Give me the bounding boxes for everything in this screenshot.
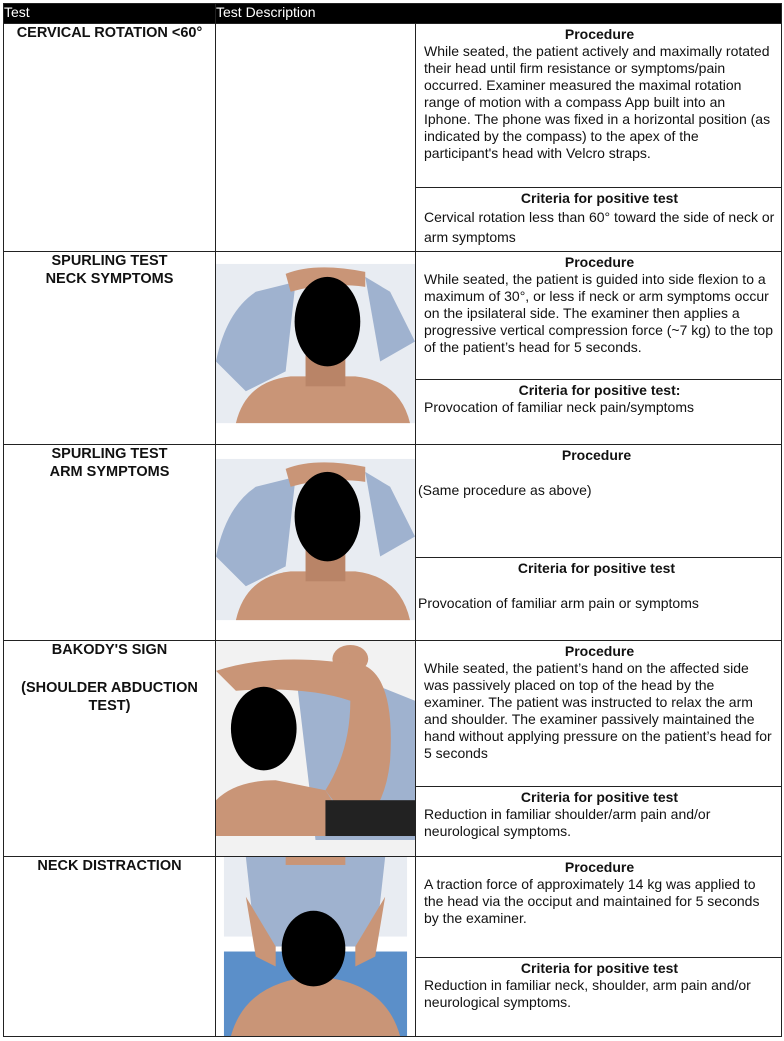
test-name-line: ARM SYMPTOMS bbox=[49, 464, 170, 481]
table-header-row bbox=[4, 4, 782, 24]
image-cell-empty bbox=[216, 24, 416, 252]
criteria-text: Provocation of familiar neck pain/symptoms bbox=[424, 399, 694, 415]
table-row bbox=[4, 857, 782, 1037]
test-name-line: SPURLING TEST bbox=[51, 253, 168, 269]
description-cell bbox=[416, 252, 782, 445]
procedure-section bbox=[416, 857, 781, 958]
line-gap bbox=[4, 659, 215, 679]
criteria-title: Criteria for positive test bbox=[520, 960, 679, 977]
table-row bbox=[4, 24, 782, 252]
procedure-text: A traction force of approximately 14 kg was applied to the head via the occiput and maintained for 5 seconds by the examiner. bbox=[424, 876, 760, 927]
clinical-tests-table bbox=[3, 3, 782, 1037]
criteria-title: Criteria for positive test bbox=[517, 560, 676, 577]
procedure-section bbox=[416, 24, 781, 188]
procedure-text: While seated, the patient’s hand on the affected side was passively placed on top of the head by the examiner. The patient was instructed to relax the arm and shoulder. The examiner passively maintained the hand without applying pressure on the patient’s head for 5 seconds bbox=[424, 660, 772, 762]
criteria-section bbox=[416, 558, 781, 616]
description-cell bbox=[416, 24, 782, 252]
header-test-description: Test Description bbox=[216, 4, 782, 24]
description-cell bbox=[416, 857, 782, 1037]
procedure-text: (Same procedure as above) bbox=[418, 482, 592, 499]
procedure-title: Procedure bbox=[561, 447, 632, 464]
image-cell bbox=[216, 445, 416, 641]
spurling-photo-icon bbox=[216, 445, 415, 640]
criteria-section bbox=[416, 787, 781, 844]
table-row bbox=[4, 252, 782, 445]
criteria-title: Criteria for positive test: bbox=[518, 382, 681, 398]
test-name-cell bbox=[4, 445, 216, 641]
procedure-title: Procedure bbox=[564, 254, 635, 270]
table-row bbox=[4, 641, 782, 857]
test-name-line: TEST) bbox=[88, 698, 131, 715]
spurling-photo-icon bbox=[216, 252, 415, 444]
procedure-title: Procedure bbox=[564, 859, 635, 876]
description-cell bbox=[416, 641, 782, 857]
criteria-text: Reduction in familiar neck, shoulder, arm pain and/or neurological symptoms. bbox=[424, 977, 751, 1011]
test-name-line: NECK SYMPTOMS bbox=[45, 271, 174, 287]
neck-distraction-photo-icon bbox=[216, 857, 415, 1036]
criteria-section bbox=[416, 958, 781, 1015]
criteria-title: Criteria for positive test bbox=[520, 190, 679, 206]
criteria-section bbox=[416, 188, 781, 251]
criteria-section bbox=[416, 380, 781, 420]
procedure-section bbox=[416, 445, 781, 558]
table-row bbox=[4, 445, 782, 641]
procedure-title: Procedure bbox=[564, 643, 635, 660]
criteria-text: Provocation of familiar arm pain or symptoms bbox=[418, 595, 699, 612]
image-cell bbox=[216, 252, 416, 445]
description-cell bbox=[416, 445, 782, 641]
test-name-cell bbox=[4, 252, 216, 445]
bakody-photo-icon bbox=[216, 641, 415, 856]
test-name-line: BAKODY'S SIGN bbox=[51, 642, 168, 659]
procedure-text: While seated, the patient actively and maximally rotated their head until firm resistance or symptoms/pain occurred. Examiner measured the maximal rotation range of motion with a compass App built into an Iphone. The phone was fixed in a horizontal position (as indicated by the compass) to the apex of the participant's head with Velcro straps. bbox=[424, 43, 771, 161]
procedure-text: While seated, the patient is guided into side flexion to a maximum of 30°, or less if neck or arm symptoms occur on the ipsilateral side. The examiner then applies a progressive vertical compression force (~7 kg) to the top of the patient’s head for 5 seconds. bbox=[424, 271, 773, 355]
test-name-cell bbox=[4, 857, 216, 1037]
procedure-section bbox=[416, 641, 781, 787]
criteria-title: Criteria for positive test bbox=[520, 789, 679, 806]
procedure-section bbox=[416, 252, 781, 380]
test-name-line: SPURLING TEST bbox=[51, 446, 168, 463]
test-name-cell bbox=[4, 641, 216, 857]
test-name-cell bbox=[4, 24, 216, 252]
criteria-text: Cervical rotation less than 60° toward the side of neck or arm symptoms bbox=[424, 209, 775, 245]
image-cell bbox=[216, 857, 416, 1037]
procedure-title: Procedure bbox=[564, 26, 635, 42]
test-name: NECK DISTRACTION bbox=[37, 858, 182, 875]
image-cell bbox=[216, 641, 416, 857]
criteria-text: Reduction in familiar shoulder/arm pain and/or neurological symptoms. bbox=[424, 806, 711, 840]
header-test: Test bbox=[4, 4, 216, 24]
test-name-line: (SHOULDER ABDUCTION bbox=[21, 680, 198, 697]
test-name: CERVICAL ROTATION <60° bbox=[16, 25, 203, 41]
